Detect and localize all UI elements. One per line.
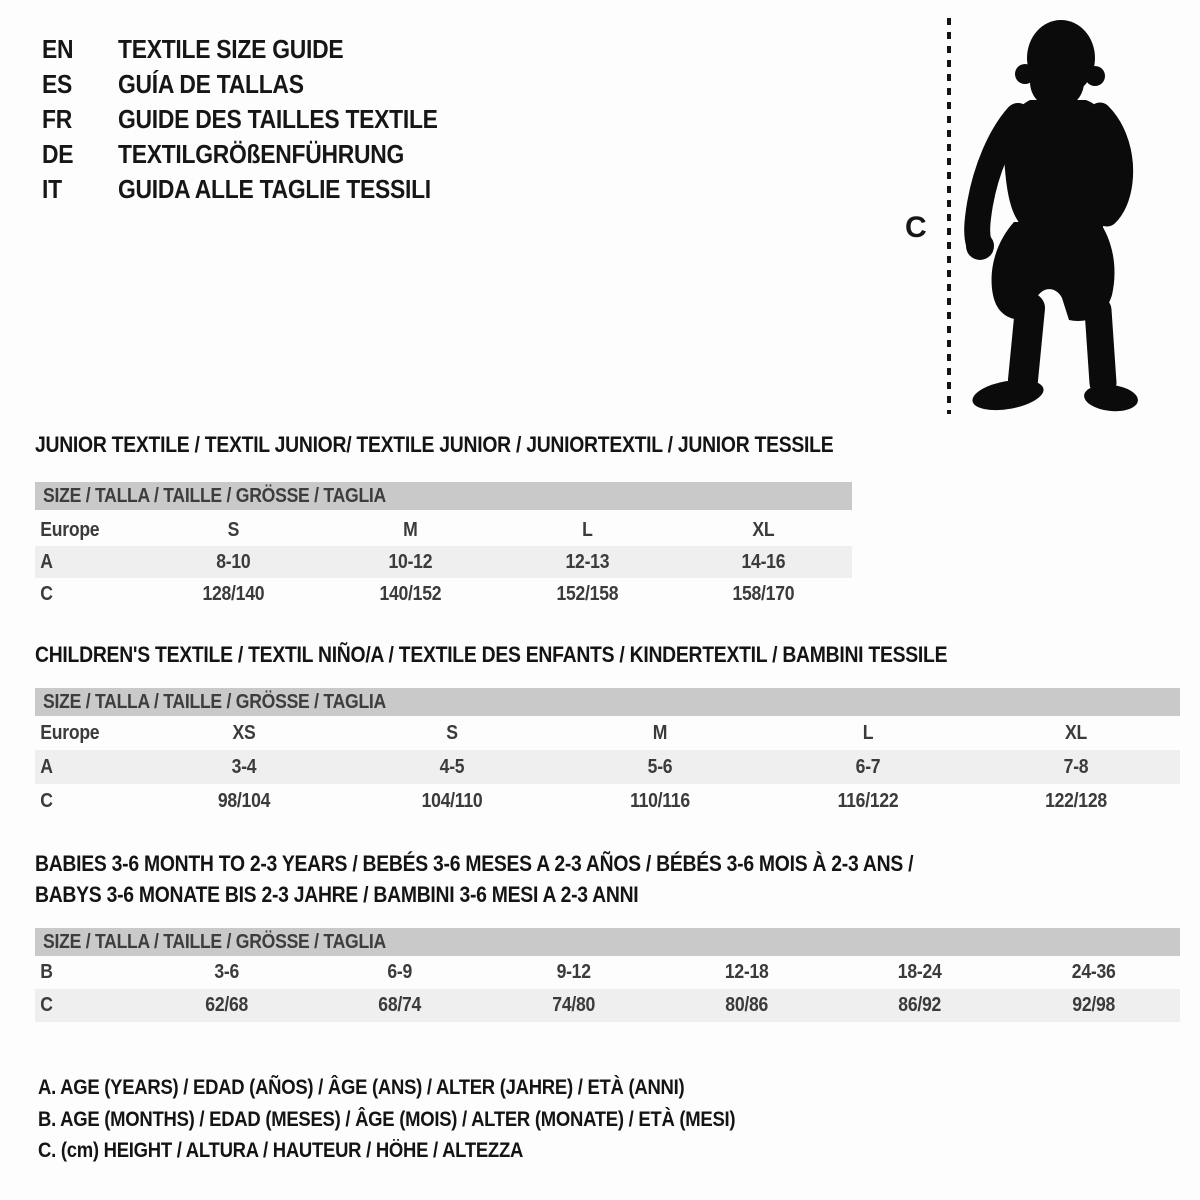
size-cell: M <box>652 721 668 744</box>
legend-text-b: B. AGE (MONTHS) / EDAD (MESES) / ÂGE (MOIS) / ALTER (MONATE) / ETÀ (MESI) <box>38 1107 736 1131</box>
lang-code: EN <box>42 34 74 64</box>
size-cell: 122/128 <box>1045 789 1107 812</box>
section-children-textile <box>35 642 1180 812</box>
size-cell: 80/86 <box>725 994 769 1016</box>
size-cell: M <box>402 518 418 541</box>
table-row <box>35 750 1180 784</box>
size-table <box>35 716 1180 818</box>
size-header-bar <box>35 688 1180 716</box>
size-cell: 12-13 <box>565 550 609 573</box>
size-cell: 92/98 <box>1071 994 1115 1016</box>
size-cell: 5-6 <box>647 755 673 778</box>
section-title <box>35 848 1180 910</box>
table-row <box>35 956 1180 989</box>
row-label: Europe <box>40 518 100 541</box>
section-title-text: CHILDREN'S TEXTILE / TEXTIL NIÑO/A / TEXTILE DES ENFANTS / KINDERTEXTIL / BAMBINI TESSILE <box>35 642 948 667</box>
lang-title: GUIDE DES TAILLES TEXTILE <box>118 104 438 134</box>
table-row <box>35 546 852 578</box>
table-row <box>35 578 852 610</box>
lang-row-es <box>42 67 481 102</box>
size-cell: 116/122 <box>837 789 899 812</box>
row-label: A <box>40 755 53 778</box>
size-cell: 12-18 <box>724 961 769 983</box>
section-babies-textile <box>35 848 1180 1016</box>
size-table <box>35 956 1180 1022</box>
toddler-figure <box>900 8 1150 418</box>
size-cell: 18-24 <box>898 961 942 983</box>
size-header-bar <box>35 928 1180 956</box>
legend-line-b <box>38 1104 830 1136</box>
size-cell: 9-12 <box>556 961 591 983</box>
size-cell: 152/158 <box>555 582 618 605</box>
size-cell: S <box>227 518 240 541</box>
table-row <box>35 716 1180 750</box>
size-cell: 14-16 <box>741 550 786 573</box>
lang-row-fr <box>42 102 481 137</box>
height-measure-label: C <box>905 211 927 244</box>
legend-text-a: A. AGE (YEARS) / EDAD (AÑOS) / ÂGE (ANS) / ALTER (JAHRE) / ETÀ (ANNI) <box>38 1076 685 1099</box>
section-title <box>35 642 1180 668</box>
lang-code: IT <box>42 174 62 204</box>
size-header-text: SIZE / TALLA / TAILLE / GRÖSSE / TAGLIA <box>43 691 387 713</box>
size-cell: 158/170 <box>732 582 795 605</box>
size-cell: 86/92 <box>898 994 942 1016</box>
section-junior-textile <box>35 432 852 605</box>
size-cell: S <box>446 721 458 744</box>
lang-code: DE <box>42 139 74 169</box>
row-label: Europe <box>40 721 100 744</box>
size-cell: 98/104 <box>217 789 271 812</box>
table-row <box>35 989 1180 1022</box>
size-cell: XS <box>232 721 256 744</box>
lang-title: TEXTILE SIZE GUIDE <box>118 34 344 64</box>
lang-title: GUÍA DE TALLAS <box>118 69 304 99</box>
size-cell: 3-6 <box>214 961 239 983</box>
legend-line-c <box>38 1135 830 1167</box>
size-cell: 110/116 <box>630 789 690 812</box>
row-label: C <box>40 994 53 1016</box>
size-cell: 7-8 <box>1063 755 1089 778</box>
size-cell: 3-4 <box>231 755 257 778</box>
legend-text-c: C. (cm) HEIGHT / ALTURA / HAUTEUR / HÖHE / ALTEZZA <box>38 1139 524 1162</box>
size-cell: 10-12 <box>388 550 432 573</box>
size-cell: 6-7 <box>855 755 881 778</box>
size-cell: 24-36 <box>1071 961 1116 983</box>
size-cell: XL <box>752 518 775 541</box>
lang-code: FR <box>42 104 72 134</box>
row-label: C <box>40 789 53 812</box>
size-cell: 68/74 <box>378 994 422 1016</box>
row-label: C <box>40 582 53 605</box>
size-cell: L <box>581 518 593 541</box>
section-title-line-1: BABIES 3-6 MONTH TO 2-3 YEARS / BEBÉS 3-6 MESES A 2-3 AÑOS / BÉBÉS 3-6 MOIS À 2-3 ANS / <box>35 851 914 876</box>
size-cell: 4-5 <box>439 755 465 778</box>
size-cell: 128/140 <box>202 582 265 605</box>
lang-row-de <box>42 137 481 172</box>
size-cell: 74/80 <box>551 994 595 1016</box>
size-cell: L <box>862 721 874 744</box>
size-cell: 62/68 <box>205 994 249 1016</box>
table-row <box>35 784 1180 818</box>
lang-row-it <box>42 172 481 207</box>
size-header-bar <box>35 482 852 510</box>
legend-line-a <box>38 1072 830 1104</box>
section-title <box>35 432 852 458</box>
table-row <box>35 514 852 546</box>
legend <box>38 1072 830 1167</box>
lang-title: TEXTILGRÖßENFÜHRUNG <box>118 139 405 169</box>
toddler-silhouette <box>966 20 1139 415</box>
size-table <box>35 514 852 610</box>
size-cell: XL <box>1065 721 1087 744</box>
lang-title: GUIDA ALLE TAGLIE TESSILI <box>118 174 431 204</box>
lang-code: ES <box>42 69 73 99</box>
size-cell: 104/110 <box>421 789 483 812</box>
row-label: B <box>40 961 53 983</box>
section-title-text: JUNIOR TEXTILE / TEXTIL JUNIOR/ TEXTILE JUNIOR / JUNIORTEXTIL / JUNIOR TESSILE <box>35 432 834 457</box>
size-header-text: SIZE / TALLA / TAILLE / GRÖSSE / TAGLIA <box>43 485 387 507</box>
size-header-text: SIZE / TALLA / TAILLE / GRÖSSE / TAGLIA <box>43 931 387 953</box>
section-title-line-2: BABYS 3-6 MONATE BIS 2-3 JAHRE / BAMBINI 3-6 MESI A 2-3 ANNI <box>35 882 639 907</box>
size-cell: 6-9 <box>387 961 413 983</box>
lang-row-en <box>42 32 481 67</box>
size-cell: 140/152 <box>379 582 442 605</box>
size-cell: 8-10 <box>216 550 251 573</box>
language-list <box>42 32 481 207</box>
row-label: A <box>40 550 53 573</box>
